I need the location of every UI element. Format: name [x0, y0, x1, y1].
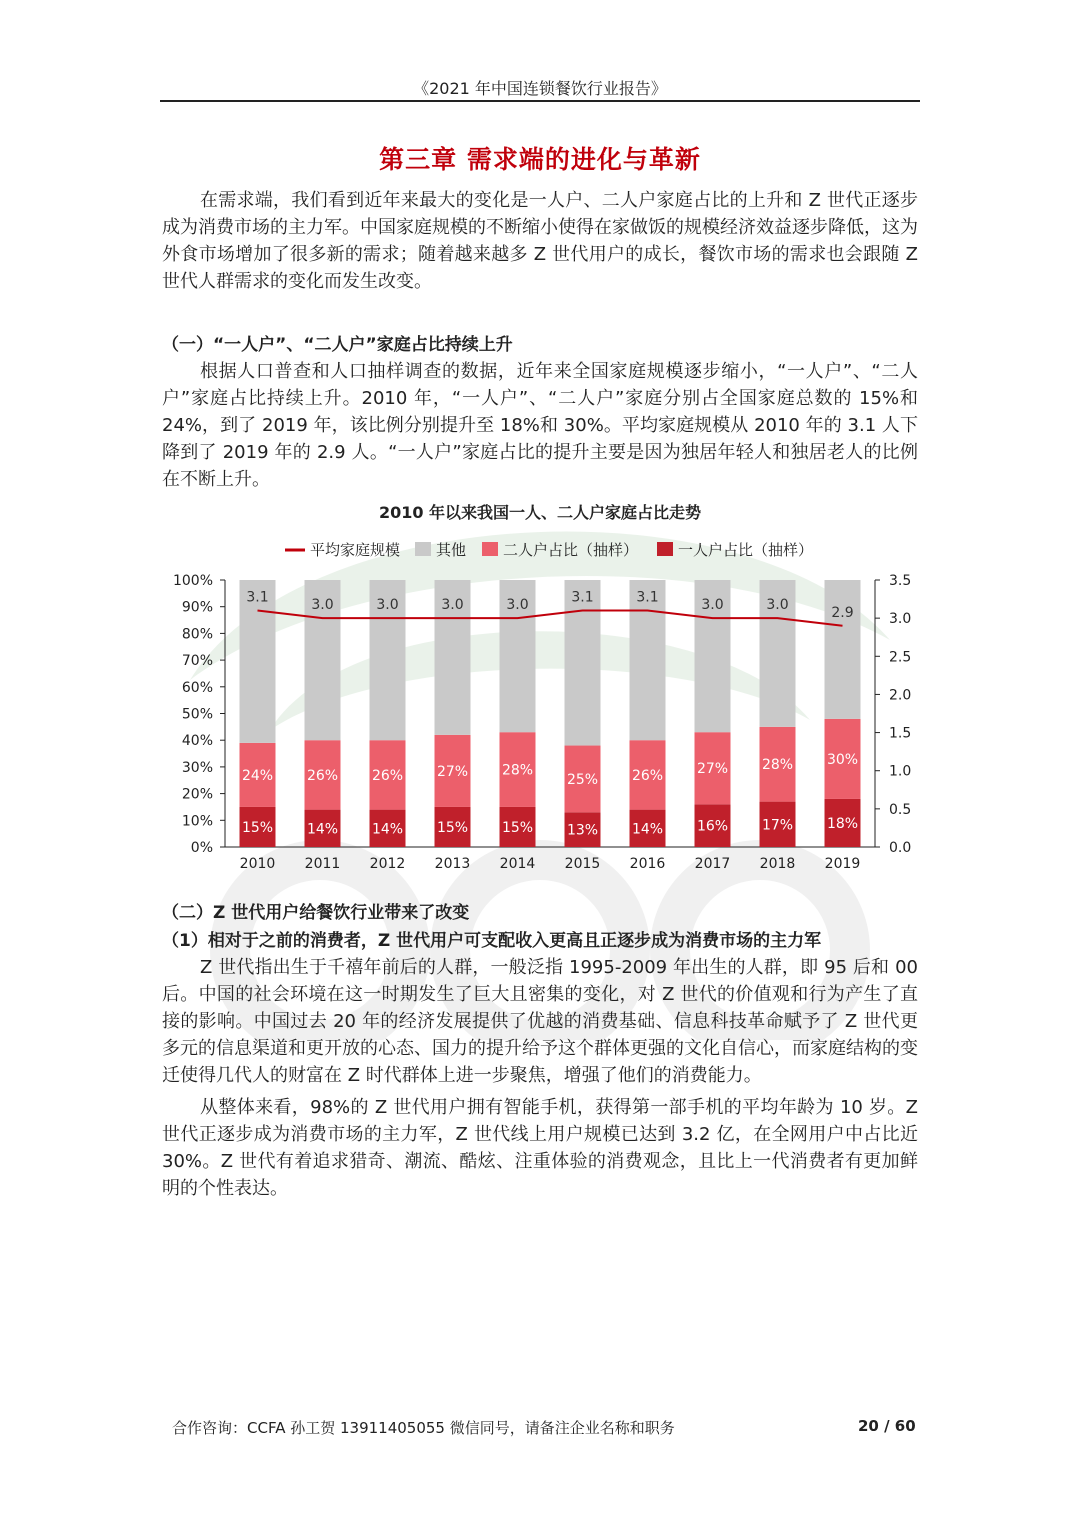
x-tick-label: 2012: [369, 856, 406, 872]
header-divider: [160, 100, 920, 102]
x-tick-label: 2015: [564, 856, 601, 872]
label-two-person: 26%: [631, 767, 664, 784]
left-tick-label: 30%: [181, 759, 213, 776]
legend-label: 其他: [436, 541, 467, 559]
bar-other: [825, 580, 861, 719]
left-tick-label: 100%: [172, 573, 213, 589]
line-data-label: 3.0: [766, 597, 789, 614]
chart-svg: [160, 500, 920, 880]
left-tick-label: 10%: [181, 813, 213, 830]
page-number: 20 / 60: [858, 1417, 916, 1435]
line-data-label: 2.9: [831, 604, 854, 621]
label-one-person: 17%: [761, 817, 794, 834]
legend-box-swatch: [657, 542, 673, 556]
line-data-label: 3.1: [246, 589, 269, 606]
line-data-label: 3.0: [441, 597, 464, 614]
right-tick-label: 2.0: [889, 687, 912, 704]
section1-body: 根据人口普查和人口抽样调查的数据，近年来全国家庭规模逐步缩小，“一人户”、“二人户”家庭占比持续上升。2010 年，“一人户”、“二人户”家庭分别占全国家庭总数的 15%和 24%，到了 2019 年，该比例分别提升至 18%和 30%。平均家庭规模从 2010 年的 3.1 人下降到了 2019 年的 2.9 人。“一人户”家庭占比的提升主要是因为独居年轻人和独居老人的比例在不断上升。: [162, 361, 918, 490]
legend-label: 二人户占比（抽样）: [503, 541, 639, 559]
label-two-person: 28%: [761, 757, 794, 774]
section1-heading: （一）“一人户”、“二人户”家庭占比持续上升: [162, 335, 513, 355]
right-tick-label: 0.5: [889, 801, 912, 818]
left-tick-label: 60%: [181, 679, 213, 696]
chart-title: 2010 年以来我国一人、二人户家庭占比走势: [378, 503, 702, 522]
right-tick-label: 3.0: [889, 611, 912, 628]
legend-box-swatch: [482, 542, 498, 556]
label-two-person: 27%: [696, 761, 729, 778]
left-tick-label: 50%: [181, 706, 213, 723]
label-one-person: 14%: [306, 821, 339, 838]
label-two-person: 26%: [371, 767, 404, 784]
right-tick-label: 1.5: [889, 725, 912, 742]
label-one-person: 13%: [566, 822, 599, 839]
label-one-person: 14%: [631, 821, 664, 838]
line-avg-household-size: [258, 611, 843, 626]
line-data-label: 3.0: [311, 597, 334, 614]
left-tick-label: 90%: [181, 599, 213, 616]
left-tick-label: 20%: [181, 786, 213, 803]
label-one-person: 15%: [436, 819, 469, 836]
label-one-person: 14%: [371, 821, 404, 838]
report-header: 《2021 年中国连锁餐饮行业报告》: [413, 79, 667, 98]
label-one-person: 15%: [241, 819, 274, 836]
legend-label: 平均家庭规模: [310, 541, 401, 559]
line-data-label: 3.1: [636, 589, 659, 606]
intro-paragraph: 在需求端，我们看到近年来最大的变化是一人户、二人户家庭占比的上升和 Z 世代正逐步成为消费市场的主力军。中国家庭规模的不断缩小使得在家做饭的规模经济效益逐步降低，这为外食市场增加了很多新的需求；随着越来越多 Z 世代用户的成长，餐饮市场的需求也会跟随 Z 世代人群需求的变化而发生改变。: [162, 190, 918, 292]
label-two-person: 28%: [501, 762, 534, 779]
right-tick-label: 1.0: [889, 763, 912, 780]
left-tick-label: 70%: [181, 653, 213, 670]
label-one-person: 18%: [826, 815, 859, 832]
x-tick-label: 2014: [499, 856, 536, 872]
line-data-label: 3.0: [701, 597, 724, 614]
footer-contact: 合作咨询：CCFA 孙工贺 13911405055 微信同号，请备注企业名称和职务: [172, 1419, 675, 1437]
x-tick-label: 2013: [434, 856, 471, 872]
line-data-label: 3.0: [376, 597, 399, 614]
line-data-label: 3.1: [571, 589, 594, 606]
label-two-person: 24%: [241, 767, 274, 784]
label-two-person: 26%: [306, 767, 339, 784]
label-two-person: 27%: [436, 763, 469, 780]
x-tick-label: 2016: [629, 856, 666, 872]
left-tick-label: 40%: [181, 733, 213, 750]
section2-subheading: （1）相对于之前的消费者，Z 世代用户可支配收入更高且正逐步成为消费市场的主力军: [162, 931, 822, 951]
legend-box-swatch: [415, 542, 431, 556]
right-tick-label: 2.5: [889, 649, 912, 666]
label-two-person: 30%: [826, 751, 859, 768]
section2-body2: 从整体来看，98%的 Z 世代用户拥有智能手机，获得第一部手机的平均年龄为 10 岁。Z 世代正逐步成为消费市场的主力军，Z 世代线上用户规模已达到 3.2 亿，在全网用户中占比近 30%。Z 世代有着追求猎奇、潮流、酷炫、注重体验的消费观念，且比上一代消费者有更加鲜明的个性表达。: [162, 1097, 918, 1199]
x-tick-label: 2017: [694, 856, 731, 872]
line-data-label: 3.0: [506, 597, 529, 614]
label-two-person: 25%: [566, 771, 599, 788]
right-tick-label: 0.0: [889, 840, 912, 856]
legend-label: 一人户占比（抽样）: [678, 541, 814, 559]
household-chart: [160, 500, 920, 880]
label-one-person: 16%: [696, 818, 729, 835]
x-tick-label: 2018: [759, 856, 796, 872]
left-tick-label: 0%: [190, 840, 213, 856]
label-one-person: 15%: [501, 819, 534, 836]
x-tick-label: 2019: [824, 856, 861, 872]
chapter-title: 第三章 需求端的进化与革新: [379, 145, 701, 174]
x-tick-label: 2011: [304, 856, 341, 872]
left-tick-label: 80%: [181, 626, 213, 643]
x-tick-label: 2010: [239, 856, 276, 872]
right-tick-label: 3.5: [889, 573, 912, 589]
section2-body1: Z 世代指出生于千禧年前后的人群，一般泛指 1995-2009 年出生的人群，即 95 后和 00 后。中国的社会环境在这一时期发生了巨大且密集的变化，对 Z 世代的价值观和行为产生了直接的影响。中国过去 20 年的经济发展提供了优越的消费基础、信息科技革命赋予了 Z 世代更多元的信息渠道和更开放的心态、国力的提升给予这个群体更强的文化自信心，而家庭结构的变迁使得几代人的财富在 Z 时代群体上进一步聚焦，增强了他们的消费能力。: [162, 957, 918, 1086]
section2-heading: （二）Z 世代用户给餐饮行业带来了改变: [162, 903, 470, 923]
